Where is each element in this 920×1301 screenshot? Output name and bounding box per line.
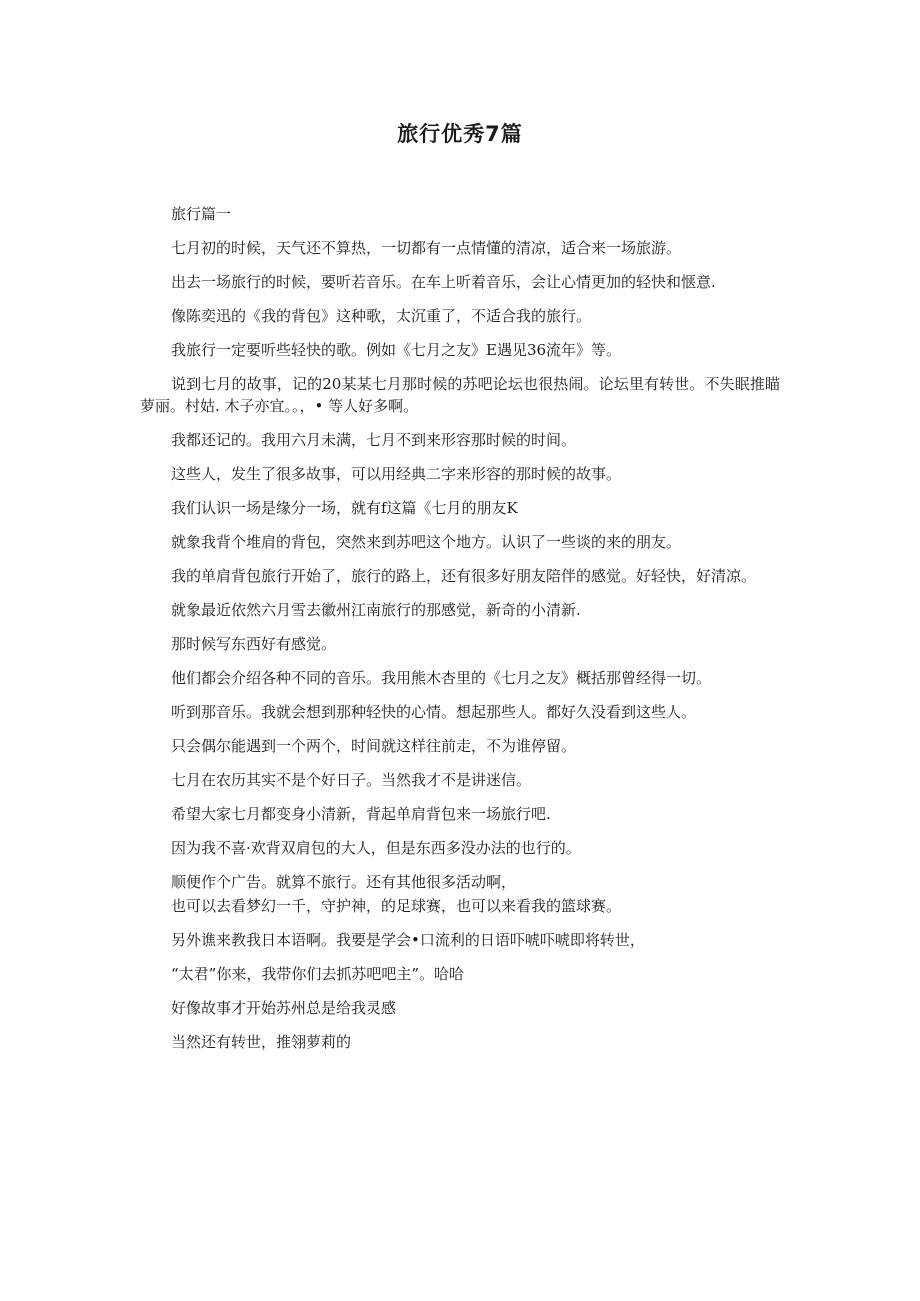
paragraph: 就象我背个堆肩的背包，突然来到苏吧这个地方。认识了一些谈的来的朋友。 (171, 533, 682, 551)
paragraph: 当然还有转世，推翎萝莉的 (171, 1033, 352, 1051)
paragraph: 他们都会介绍各种不同的音乐。我用熊木杏里的《七月之友》概括那曾经得一切。 (171, 669, 712, 687)
section-heading: 旅行篇一 (171, 205, 232, 223)
paragraph: 听到那音乐。我就会想到那种轻快的心情。想起那些人。都好久没看到这些人。 (171, 703, 697, 721)
paragraph: 我的单肩背包旅行开始了，旅行的路上，还有很多好朋友陪伴的感觉。好轻快，好清凉。 (171, 567, 757, 585)
paragraph: 像陈奕迅的《我的背包》这种歌，太沉重了，不适合我的旅行。 (171, 307, 592, 325)
paragraph: 因为我不喜·欢背双肩包的大人，但是东西多没办法的也行的。 (171, 839, 581, 857)
paragraph: 我旅行一定要听些轻快的歌。例如《七月之友》E遇见36流年》等。 (171, 341, 622, 359)
paragraph: 出去一场旅行的时候，要听若音乐。在车上听着音乐，会让心情更加的轻快和惬意. (171, 273, 716, 291)
paragraph: 希望大家七月都变身小清新，背起单肩背包来一场旅行吧. (171, 805, 551, 823)
paragraph: 我们认识一场是缘分一场，就有f这篇《七月的朋友K (171, 499, 518, 517)
paragraph: 好像故事才开始苏州总是给我灵感 (171, 999, 397, 1017)
paragraph: 顺便作个广告。就算不旅行。还有其他很多活动啊， (171, 873, 517, 891)
document-body (140, 203, 780, 1053)
paragraph: 我都还记的。我用六月未满，七月不到来形容那时候的时间。 (171, 431, 577, 449)
paragraph: 说到七月的故事，记的20某某七月那时候的苏吧论坛也很热闹。论坛里有转世。不失眠推瞄萝丽。村姑. 木子亦宜。。，• 等人好多啊。 (140, 375, 780, 415)
paragraph: 那时候写东西好有感觉。 (171, 635, 337, 653)
paragraph: 七月初的时候，天气还不算热，一切都有一点情懂的清凉，适合来一场旅游。 (171, 239, 682, 257)
paragraph: 就象最近依然六月雪去徽州江南旅行的那感觉，新奇的小清新. (171, 601, 581, 619)
paragraph: 这些人，发生了很多故事，可以用经典二字来形容的那时候的故事。 (171, 465, 622, 483)
paragraph: 也可以去看梦幻一千，守护神，的足球赛，也可以来看我的篮球赛。 (171, 897, 622, 915)
paragraph: 只会偶尔能遇到一个两个，时间就这样往前走，不为谁停留。 (171, 737, 577, 755)
paragraph: 另外谯来教我日本语啊。我要是学会•口流利的日语吓唬吓唬即将转世， (171, 931, 645, 949)
paragraph: 七月在农历其实不是个好日子。当然我才不是讲迷信。 (171, 771, 532, 789)
document-title: 旅行优秀7篇 (397, 122, 523, 146)
paragraph: “太君”你来，我带你们去抓苏吧吧主”。哈哈 (171, 965, 465, 983)
